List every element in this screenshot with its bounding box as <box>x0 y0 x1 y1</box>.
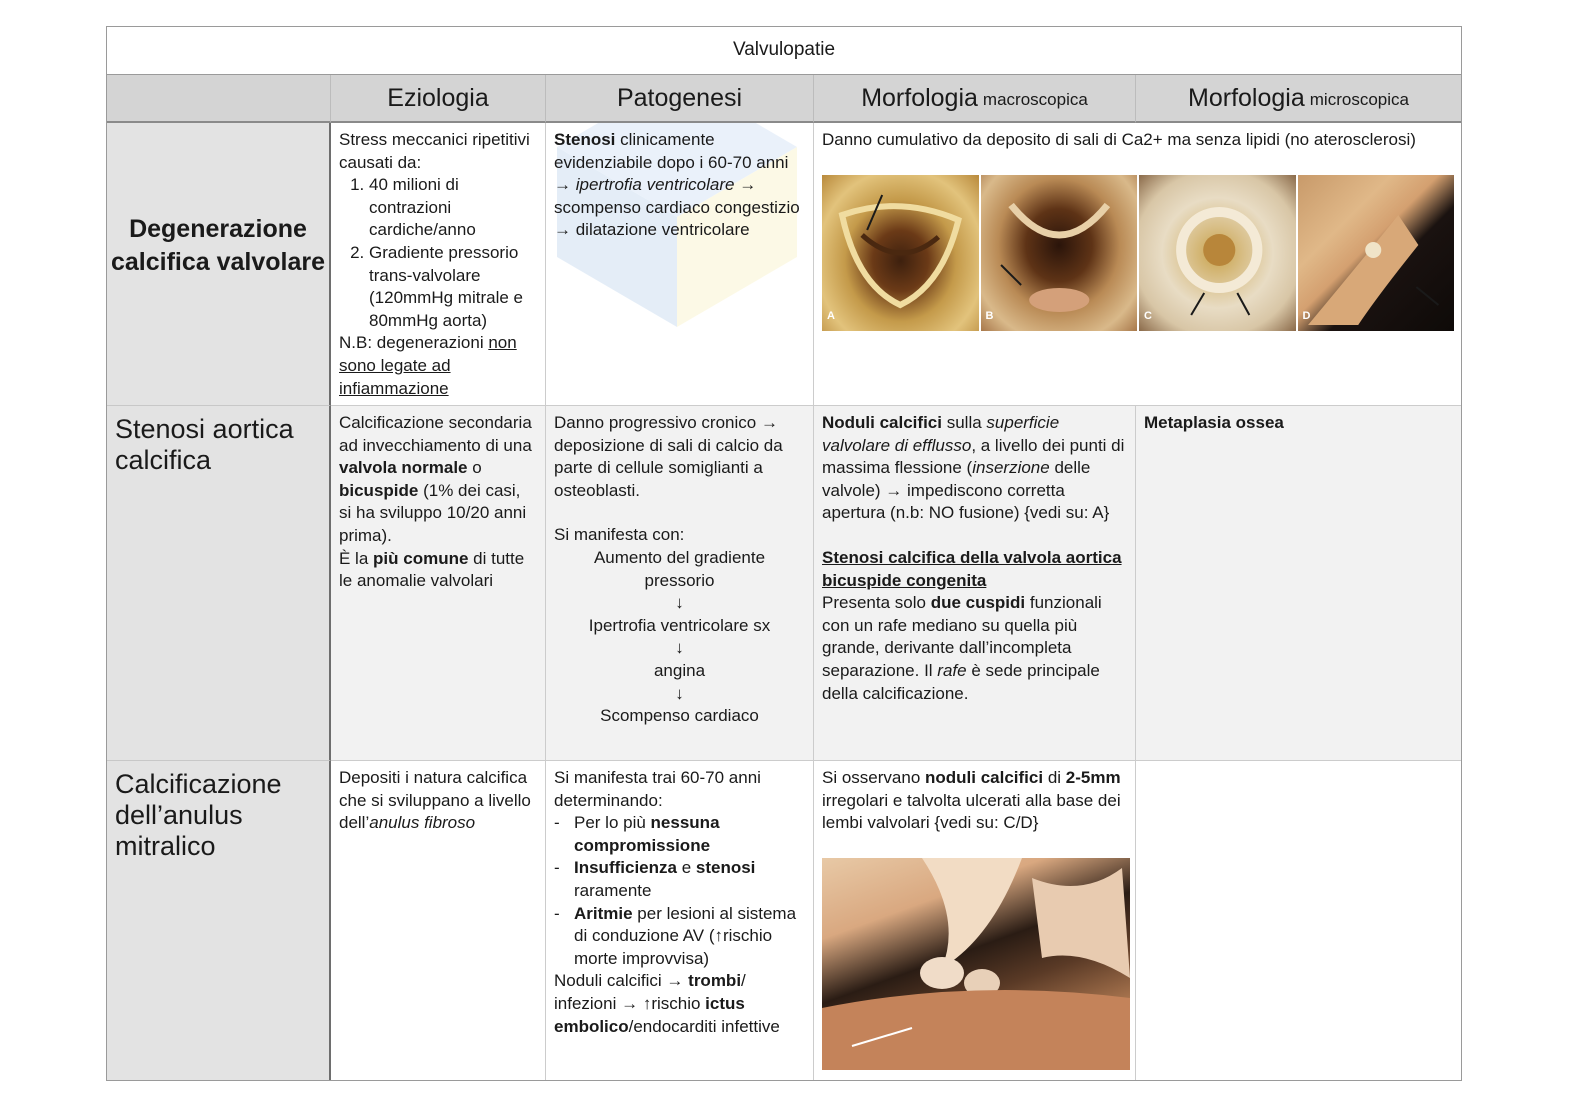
row-head-stenosi-label: Stenosi aortica calcifica <box>115 414 294 475</box>
list-item: 1. 40 milioni di contrazioni cardiche/anno <box>369 174 537 242</box>
text-span: (1% dei casi, si ha sviluppo 10/20 anni prima). <box>339 480 527 545</box>
cell-degenerazione-morfologia <box>814 123 1461 406</box>
header-morf-micro-main: Morfologia <box>1188 83 1305 112</box>
row-head-degenerazione-label: Degenerazione calcifica valvolare <box>110 215 326 276</box>
anulus-patogenesi-list <box>554 812 805 970</box>
header-eziologia-label: Eziologia <box>387 83 489 112</box>
bold-text: più comune <box>373 548 469 568</box>
chain-arrow: ↓ <box>675 593 684 613</box>
text-span: Si osservano <box>822 768 925 787</box>
stenosi-patogenesi-intro: Danno progressivo cronico → deposizione di sali di calcio da parte di cellule somiglianti a osteoblasti. <box>554 413 783 500</box>
header-morfologia-macroscopica <box>814 75 1136 123</box>
bold-text: Stenosi <box>554 130 616 149</box>
valve-photo-a-art <box>822 175 979 331</box>
header-patogenesi-label: Patogenesi <box>616 83 743 112</box>
stenosi-eziologia-p1 <box>339 412 537 548</box>
text-span: Depositi i natura calcifica che si sviluppano a livello dell’ <box>339 768 531 833</box>
cell-anulus-eziologia <box>331 761 546 1080</box>
stenosi-macro-subtitle <box>822 547 1127 592</box>
chain-arrow: ↓ <box>675 638 684 658</box>
table-title: Valvulopatie <box>107 27 1461 75</box>
anulus-patogenesi-outro <box>554 970 805 1038</box>
valve-photo-d-art <box>1298 175 1455 331</box>
anulus-patogenesi-intro: Si manifesta trai 60-70 anni determinando: <box>554 768 761 810</box>
italic-text: anulus fibroso <box>369 813 476 833</box>
cell-anulus-patogenesi <box>546 761 814 1080</box>
bold-text: Insufficienza <box>574 858 677 878</box>
stenosi-macro-p1 <box>822 412 1127 525</box>
text-span: o <box>467 458 482 478</box>
text-span: → scompenso cardiaco congestizio → dilatazione ventricolare <box>554 175 800 240</box>
list-item <box>574 903 805 971</box>
text-span: Per lo più <box>574 813 651 833</box>
bold-text: noduli calcifici <box>925 768 1044 787</box>
eziologia-intro: Stress meccanici ripetitivi causati da: <box>339 130 530 172</box>
mitral-annulus-photo-art <box>822 858 1130 1070</box>
text-span: / infezioni → ↑rischio <box>554 971 746 1013</box>
image-label: B <box>985 310 994 323</box>
text-span: clinicamente evidenziabile dopo i 60-70 anni → <box>554 130 789 195</box>
bold-text: nessuna compromissione <box>574 813 720 855</box>
header-morf-macro-sub: macroscopica <box>982 89 1088 109</box>
chain-step: angina <box>653 660 706 680</box>
italic-text: inserzione <box>972 458 1050 478</box>
valve-image-strip <box>822 175 1454 331</box>
stenosi-macro-p2 <box>822 592 1127 705</box>
valve-photo-c-art <box>1139 175 1296 331</box>
cell-stenosi-patogenesi <box>546 406 814 761</box>
bold-text: trombi <box>688 971 742 991</box>
header-morfologia-microscopica <box>1136 75 1461 123</box>
anulus-eziologia-text <box>339 767 537 835</box>
patogenesi-text <box>554 129 805 242</box>
cell-stenosi-morfologia-macro <box>814 406 1136 761</box>
stenosi-patogenesi-manifesta: Si manifesta con: <box>554 525 685 545</box>
image-label: A <box>827 310 835 323</box>
bold-text: due cuspidi <box>930 593 1026 613</box>
header-empty <box>107 75 331 123</box>
text-span: irregolari e talvolta ulcerati alla base dei lembi valvolari {vedi su: C/D} <box>822 790 1121 833</box>
row-head-anulus-mitralico <box>107 761 331 1080</box>
bold-text: Noduli calcifici <box>822 413 942 432</box>
nb-underlined: non sono legate ad infiammazione <box>339 333 517 398</box>
valvulopatie-table <box>106 26 1462 1081</box>
text-span: sulla <box>941 413 987 432</box>
chain-step: Aumento del gradiente pressorio <box>593 547 766 590</box>
list-item <box>574 857 805 902</box>
image-label: C <box>1144 310 1152 323</box>
text-span: /endocarditi infettive <box>628 1016 780 1036</box>
text-span: raramente <box>574 880 652 900</box>
valve-photo-c <box>1139 175 1296 331</box>
text-span: Calcificazione secondaria ad invecchiamento di una <box>339 413 532 455</box>
text-span: Noduli calcifici → <box>554 971 689 991</box>
text-span: di tutte le anomalie valvolari <box>339 548 525 591</box>
text-span: Presenta solo <box>822 593 931 613</box>
list-item: 2. Gradiente pressorio trans-valvolare (120mmHg mitrale e 80mmHg aorta) <box>369 242 537 332</box>
stenosi-eziologia-p2 <box>339 548 537 593</box>
italic-text: superficie valvolare di efflusso <box>822 413 1060 455</box>
valve-photo-b <box>981 175 1138 331</box>
cell-stenosi-eziologia <box>331 406 546 761</box>
nb-prefix: N.B: degenerazioni <box>339 333 489 353</box>
valve-photo-d <box>1298 175 1455 331</box>
text-span: per lesioni al sistema di conduzione AV (↑rischio morte improvvisa) <box>574 903 797 968</box>
bold-text: Aritmie <box>574 903 633 923</box>
bold-text: valvola normale <box>339 458 468 478</box>
text-span: , a livello dei punti di massima flessione ( <box>822 435 1125 478</box>
chain-arrow: ↓ <box>675 683 684 703</box>
cell-anulus-morfologia-macro <box>814 761 1136 1080</box>
italic-text: rafe <box>937 660 967 680</box>
stenosi-micro-text <box>1144 412 1453 435</box>
bold-text: stenosi <box>695 858 756 878</box>
row-head-anulus-label: Calcificazione dell’anulus mitralico <box>115 769 282 861</box>
valve-photo-b-art <box>981 175 1138 331</box>
bold-text: Stenosi calcifica della valvola aortica bicuspide congenita <box>822 547 1122 590</box>
anulus-macro-text <box>822 767 1127 835</box>
text-span: funzionali con un rafe mediano su quella più grande, derivante dall’incompleta separazione. Il <box>822 593 1102 680</box>
stenosi-patogenesi-chain <box>554 547 805 728</box>
row-head-stenosi-aortica <box>107 406 331 761</box>
bold-text: bicuspide <box>339 480 419 500</box>
header-morf-macro-main: Morfologia <box>861 83 978 112</box>
morfologia-text: Danno cumulativo da deposito di sali di Ca2+ ma senza lipidi (no aterosclerosi) <box>822 130 1416 149</box>
chain-step: Ipertrofia ventricolare sx <box>588 615 771 635</box>
cell-anulus-morfologia-micro <box>1136 761 1461 1080</box>
row-head-degenerazione <box>107 123 331 406</box>
text-span: e <box>676 858 696 878</box>
image-label: D <box>1302 310 1311 323</box>
bold-text: 2-5mm <box>1065 768 1121 787</box>
text-span: è sede principale della calcificazione. <box>822 660 1100 703</box>
header-patogenesi <box>546 75 814 123</box>
text-span: È la <box>339 548 374 568</box>
bold-text: ictus embolico <box>554 993 745 1036</box>
list-item <box>574 812 805 857</box>
eziologia-nb <box>339 332 537 400</box>
eziologia-list <box>339 174 537 332</box>
header-morf-micro-sub: microscopica <box>1309 89 1409 109</box>
text-span: di <box>1043 768 1066 787</box>
valve-photo-a <box>822 175 979 331</box>
italic-text: ipertrofia ventricolare <box>575 175 735 195</box>
cell-degenerazione-patogenesi <box>546 123 814 406</box>
chain-step: Scompenso cardiaco <box>600 706 759 726</box>
header-eziologia <box>331 75 546 123</box>
cell-degenerazione-eziologia <box>331 123 546 406</box>
mitral-annulus-photo <box>822 858 1130 1070</box>
text-span: delle valvole) → impediscono corretta apertura (n.b: NO fusione) {vedi su: A} <box>822 458 1110 523</box>
cell-stenosi-morfologia-micro <box>1136 406 1461 761</box>
bold-text: Metaplasia ossea <box>1144 413 1284 432</box>
